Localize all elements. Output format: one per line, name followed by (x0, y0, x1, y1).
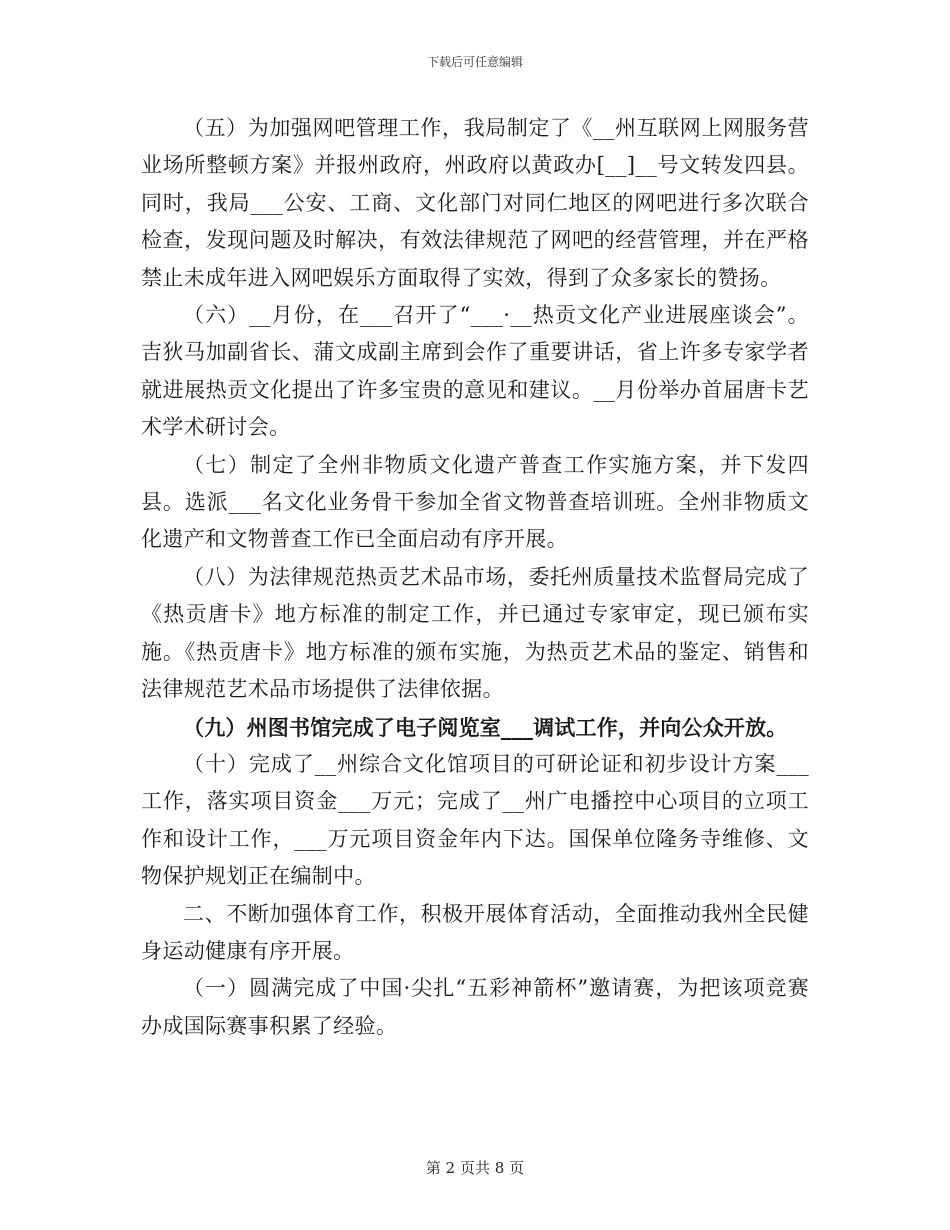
section-heading-sports: 二、不断加强体育工作，积极开展体育活动，全面推动我州全民健身运动健康有序开展。 (141, 901, 809, 963)
document-body (141, 110, 809, 1045)
paragraph-8: （八）为法律规范热贡艺术品市场，委托州质量技术监督局完成了《热贡唐卡》地方标准的制定工作，并已通过专家审定，现已颁布实施。《热贡唐卡》地方标准的颁布实施，为热贡艺术品的鉴定、销售和法律规范艺术品市场提供了法律依据。 (141, 564, 809, 702)
paragraph-9: （九）州图书馆完成了电子阅览室___调试工作，并向公众开放。 (183, 714, 788, 740)
paragraph-5: （五）为加强网吧管理工作，我局制定了《__州互联网上网服务营业场所整顿方案》并报州政府，州政府以黄政办[__]__号文转发四县。同时，我局___公安、工商、文化部门对同仁地区的网吧进行多次联合检查，发现问题及时解决，有效法律规范了网吧的经营管理，并在严格禁止未成年进入网吧娱乐方面取得了实效，得到了众多家长的赞扬。 (141, 116, 809, 290)
paragraph-10: （十）完成了__州综合文化馆项目的可研论证和初步设计方案___工作，落实项目资金___万元；完成了__州广电播控中心项目的立项工作和设计工作，___万元项目资金年内下达。国保单位隆务寺维修、文物保护规划正在编制中。 (141, 751, 809, 889)
paragraph-6: （六）__月份，在___召开了“___·__热贡文化产业进展座谈会”。吉狄马加副省长、蒲文成副主席到会作了重要讲话，省上许多专家学者就进展热贡文化提出了许多宝贵的意见和建议。__月份举办首届唐卡艺术学术研讨会。 (141, 303, 809, 440)
paragraph-7: （七）制定了全州非物质文化遗产普查工作实施方案，并下发四县。选派___名文化业务骨干参加全省文物普查培训班。全州非物质文化遗产和文物普查工作已全面启动有序开展。 (141, 452, 809, 552)
page-header: 下载后可任意编辑 (426, 55, 523, 69)
paragraph-sports-1: （一）圆满完成了中国·尖扎“五彩神箭杯”邀请赛，为把该项竞赛办成国际赛事积累了经验。 (141, 976, 809, 1038)
page-number: 第 2 页共 8 页 (425, 1159, 525, 1177)
